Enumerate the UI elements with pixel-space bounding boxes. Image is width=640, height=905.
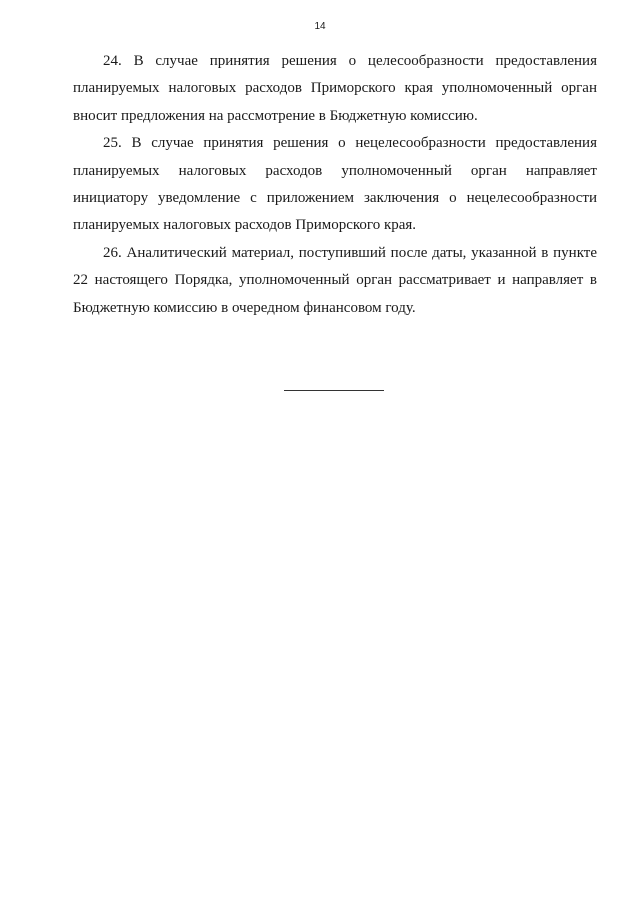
document-body bbox=[73, 48, 597, 322]
paragraph-25: 25. В случае принятия решения о нецелесообразности предоставления планируемых налоговых расходов уполномоченный орган направляет инициатору уведомление с приложением заключения о нецелесообразности планируемых налоговых расходов Приморского края. bbox=[73, 135, 597, 234]
paragraph-26: 26. Аналитический материал, поступивший после даты, указанной в пункте 22 настоящего Порядка, уполномоченный орган рассматривает и направляет в Бюджетную комиссию в очередном финансовом году. bbox=[73, 244, 597, 316]
page-number: 14 bbox=[314, 21, 326, 32]
paragraph-24: 24. В случае принятия решения о целесообразности предоставления планируемых налоговых расходов Приморского края уполномоченный орган вносит предложения на рассмотрение в Бюджетную комиссию. bbox=[73, 53, 597, 124]
end-of-document-rule bbox=[284, 390, 384, 391]
